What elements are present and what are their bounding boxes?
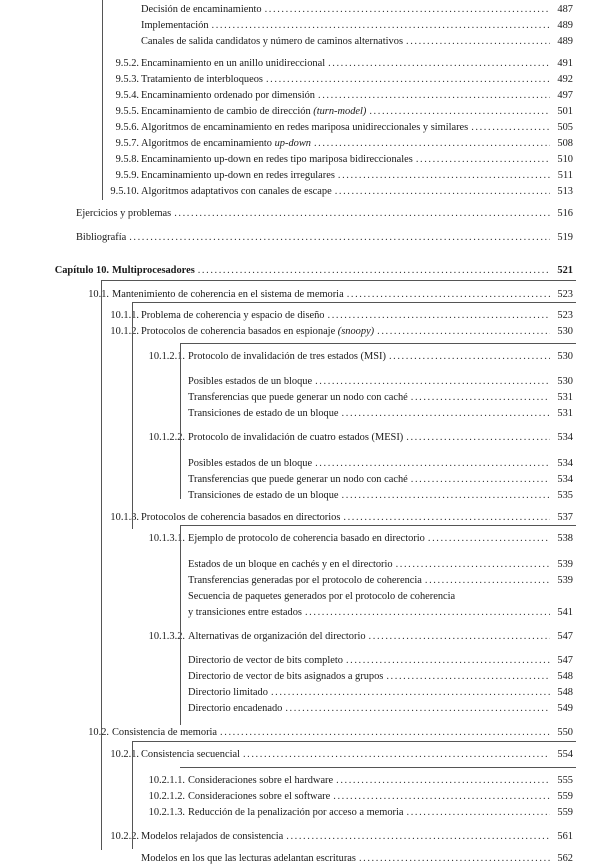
toc-entry-number: 9.5.4. <box>115 90 139 101</box>
toc-entry-number: 9.5.7. <box>115 138 139 149</box>
toc-entry[interactable] <box>141 748 573 761</box>
toc-title-text: Transferencias generadas por el protocolo de coherencia <box>188 575 422 586</box>
toc-entry[interactable] <box>141 121 573 134</box>
leader-dots <box>411 473 550 486</box>
toc-title-text: Alternativas de organización del directorio <box>188 631 366 642</box>
toc-entry-title <box>188 790 330 803</box>
bracket-line <box>180 343 181 499</box>
toc-entry-title <box>188 702 282 715</box>
toc-title-text: Posibles estados de un bloque <box>188 458 313 469</box>
toc-entry-number: 9.5.3. <box>115 74 139 85</box>
toc-page-number: 508 <box>557 138 573 149</box>
toc-entry-number: 10.1.2.2. <box>148 432 185 443</box>
toc-entry[interactable] <box>112 264 573 277</box>
toc-entry-number: 9.5.5. <box>115 106 139 117</box>
toc-entry-title <box>188 407 339 420</box>
toc-page-number: 511 <box>557 170 573 181</box>
toc-title-text: Bibliografía <box>76 232 127 243</box>
toc-page-number: 559 <box>557 791 573 802</box>
toc-page-number: 547 <box>557 655 573 666</box>
toc-entry[interactable] <box>188 489 573 502</box>
toc-page-number: 519 <box>557 232 573 243</box>
toc-page-number: 541 <box>557 607 573 618</box>
toc-title-text: Transiciones de estado de un bloque <box>188 490 339 501</box>
toc-page-number: 497 <box>557 90 573 101</box>
bracket-line <box>180 525 181 725</box>
toc-entry[interactable] <box>76 207 573 220</box>
leader-dots <box>428 532 550 545</box>
bracket-line <box>101 280 576 281</box>
toc-page-number: 559 <box>557 807 573 818</box>
toc-entry[interactable] <box>188 686 573 699</box>
leader-dots <box>471 121 550 134</box>
toc-page-number: 489 <box>557 20 573 31</box>
toc-entry-title <box>76 231 126 244</box>
toc-page-number: 537 <box>557 512 573 523</box>
leader-dots <box>425 574 550 587</box>
toc-entry-title <box>76 207 171 220</box>
leader-dots <box>396 558 550 571</box>
toc-entry[interactable] <box>188 407 573 420</box>
toc-entry-title <box>141 19 209 32</box>
leader-dots <box>377 325 550 338</box>
bracket-line <box>180 525 576 526</box>
leader-dots <box>198 264 550 277</box>
toc-page-number: 538 <box>557 533 573 544</box>
toc-entry-number: 10.1.3.1. <box>148 533 185 544</box>
toc-page-number: 562 <box>557 853 573 864</box>
toc-page-number: 534 <box>557 458 573 469</box>
toc-entry-number: Capítulo 10. <box>54 265 109 276</box>
toc-title-text: Ejercicios y problemas <box>76 208 172 219</box>
leader-dots <box>271 686 550 699</box>
toc-title-text: Transferencias que puede generar un nodo con caché <box>188 474 408 485</box>
leader-dots <box>369 630 550 643</box>
leader-dots <box>286 830 550 843</box>
toc-title-text: Problema de coherencia y espacio de diseño <box>141 310 325 321</box>
toc-entry-title <box>141 309 325 322</box>
leader-dots <box>411 391 550 404</box>
toc-entry-title <box>188 686 268 699</box>
toc-title-text: Directorio encadenado <box>188 703 283 714</box>
toc-entry[interactable] <box>188 774 573 787</box>
toc-entry[interactable] <box>141 89 573 102</box>
toc-entry-title <box>141 35 403 48</box>
toc-title-text: Algoritmos de encaminamiento en redes mariposa unidireccionales y similares <box>141 122 469 133</box>
bracket-line <box>180 767 576 768</box>
toc-entry-title <box>188 431 403 444</box>
toc-entry-number: 10.2.2. <box>110 831 139 842</box>
toc-entry[interactable] <box>141 153 573 166</box>
toc-title-text: Multiprocesadores <box>112 265 195 276</box>
toc-page-number: 530 <box>557 376 573 387</box>
bracket-line <box>132 741 576 742</box>
toc-entry[interactable] <box>188 391 573 404</box>
toc-title-emphasis: (snoopy) <box>337 326 375 337</box>
toc-page-number: 487 <box>557 4 573 15</box>
toc-page-number: 539 <box>557 575 573 586</box>
toc-entry-number: 10.2. <box>88 727 109 738</box>
toc-title-text: Ejemplo de protocolo de coherencia basado en directorio <box>188 533 425 544</box>
leader-dots <box>416 153 550 166</box>
toc-entry-title <box>141 185 332 198</box>
toc-title-text: Encaminamiento en un anillo unidireccional <box>141 58 326 69</box>
toc-entry-title <box>188 574 422 587</box>
leader-dots <box>346 654 550 667</box>
leader-dots <box>315 375 550 388</box>
toc-entry[interactable] <box>76 231 573 244</box>
toc-page-number: 501 <box>557 106 573 117</box>
toc-entry-number: 10.1.3. <box>110 512 139 523</box>
leader-dots <box>243 748 550 761</box>
toc-page-number: 491 <box>557 58 573 69</box>
toc-title-emphasis: up-down <box>274 138 311 149</box>
leader-dots <box>318 89 550 102</box>
toc-entry-title <box>188 774 333 787</box>
toc-title-text: Consideraciones sobre el hardware <box>188 775 334 786</box>
toc-entry-title <box>141 3 262 16</box>
toc-entry-title <box>141 73 263 86</box>
toc-page-number: 561 <box>557 831 573 842</box>
leader-dots <box>328 309 551 322</box>
bracket-line <box>132 302 133 529</box>
leader-dots <box>359 852 550 865</box>
toc-entry-title <box>112 264 195 277</box>
toc-title-text: Consideraciones sobre el software <box>188 791 331 802</box>
toc-entry[interactable] <box>141 137 573 150</box>
toc-page-number: 530 <box>557 351 573 362</box>
toc-title-text: Transiciones de estado de un bloque <box>188 408 339 419</box>
toc-entry-number: 10.1. <box>88 289 109 300</box>
toc-page-number: 547 <box>557 631 573 642</box>
toc-entry-number: 9.5.8. <box>115 154 139 165</box>
toc-entry-title <box>188 654 343 667</box>
toc-page-number: 523 <box>557 310 573 321</box>
toc-entry[interactable] <box>188 630 573 643</box>
toc-entry-title <box>141 121 468 134</box>
toc-page-number: 550 <box>557 727 573 738</box>
toc-entry[interactable] <box>188 375 573 388</box>
toc-title-text: Protocolos de coherencia basados en espionaje <box>141 326 338 337</box>
leader-dots <box>212 19 550 32</box>
toc-entry-title <box>188 670 383 683</box>
leader-dots <box>406 431 550 444</box>
leader-dots <box>314 137 550 150</box>
toc-page-number: 523 <box>557 289 573 300</box>
leader-dots <box>342 407 550 420</box>
leader-dots <box>305 606 550 619</box>
leader-dots <box>347 288 550 301</box>
toc-entry-number: 9.5.9. <box>115 170 139 181</box>
toc-entry-title <box>188 606 302 619</box>
bracket-line <box>132 741 133 849</box>
toc-entry[interactable] <box>141 830 573 843</box>
toc-page-number: 549 <box>557 703 573 714</box>
toc-entry-number: 9.5.2. <box>115 58 139 69</box>
toc-entry-title <box>141 748 240 761</box>
bracket-line <box>132 302 576 303</box>
leader-dots <box>265 3 550 16</box>
toc-entry[interactable] <box>188 350 573 363</box>
toc-entry-number: 10.1.2. <box>110 326 139 337</box>
toc-title-text: Protocolo de invalidación de tres estados (MSI) <box>188 351 386 362</box>
toc-entry[interactable] <box>141 185 573 198</box>
bracket-line <box>101 280 102 850</box>
toc-page-number: 554 <box>557 749 573 760</box>
toc-entry[interactable] <box>188 654 573 667</box>
toc-entry[interactable] <box>141 325 573 338</box>
toc-entry-title <box>188 391 408 404</box>
toc-entry-number: 10.1.3.2. <box>148 631 185 642</box>
toc-title-emphasis: (turn-model) <box>313 106 367 117</box>
toc-entry-title <box>188 532 425 545</box>
leader-dots <box>335 185 550 198</box>
toc-entry-title <box>141 57 325 70</box>
leader-dots <box>338 169 550 182</box>
toc-entry[interactable] <box>188 574 573 587</box>
toc-entry-number: 10.2.1.3. <box>148 807 185 818</box>
toc-entry-title <box>141 105 366 118</box>
toc-title-text: Decisión de encaminamiento <box>141 4 262 15</box>
toc-entry-title <box>141 830 283 843</box>
toc-entry-title <box>141 511 340 524</box>
toc-page-number: 534 <box>557 474 573 485</box>
toc-entry[interactable] <box>141 57 573 70</box>
toc-entry-title <box>188 457 312 470</box>
leader-dots <box>129 231 550 244</box>
leader-dots <box>369 105 550 118</box>
toc-title-text: Encaminamiento de cambio de dirección <box>141 106 314 117</box>
leader-dots <box>333 790 550 803</box>
toc-title-text: Modelos relajados de consistencia <box>141 831 284 842</box>
toc-title-text: Canales de salida candidatos y número de caminos alternativos <box>141 36 403 47</box>
toc-entry[interactable] <box>112 288 573 301</box>
toc-entry[interactable] <box>188 473 573 486</box>
toc-entry-title <box>141 137 311 150</box>
toc-entry[interactable] <box>141 169 573 182</box>
leader-dots <box>343 511 550 524</box>
leader-dots <box>336 774 550 787</box>
toc-page-number: 535 <box>557 490 573 501</box>
toc-title-text: Algoritmos de encaminamiento <box>141 138 275 149</box>
leader-dots <box>220 726 550 739</box>
toc-entry[interactable] <box>188 606 573 619</box>
toc-entry-title <box>188 630 366 643</box>
toc-page-number: 555 <box>557 775 573 786</box>
toc-entry[interactable] <box>188 590 573 603</box>
toc-title-text: Tratamiento de interbloqueos <box>141 74 263 85</box>
toc-entry[interactable] <box>188 532 573 545</box>
toc-entry-title <box>141 852 356 865</box>
toc-title-text: Protocolos de coherencia basados en directorios <box>141 512 341 523</box>
toc-page-number: 534 <box>557 432 573 443</box>
toc-entry[interactable] <box>141 852 573 865</box>
bracket-line <box>102 0 103 200</box>
leader-dots <box>342 489 550 502</box>
leader-dots <box>328 57 550 70</box>
toc-entry[interactable] <box>141 3 573 16</box>
toc-title-text: Directorio limitado <box>188 687 268 698</box>
toc-title-text: Estados de un bloque en cachés y en el directorio <box>188 559 393 570</box>
toc-entry[interactable] <box>188 670 573 683</box>
toc-page-number: 489 <box>557 36 573 47</box>
toc-entry-title <box>112 288 344 301</box>
toc-entry-title <box>112 726 217 739</box>
toc-title-text: Consistencia de memoria <box>112 727 218 738</box>
toc-title-text: Encaminamiento ordenado por dimensión <box>141 90 315 101</box>
toc-title-text: Directorio de vector de bits completo <box>188 655 343 666</box>
leader-dots <box>407 806 550 819</box>
toc-entry-number: 10.2.1.2. <box>148 791 185 802</box>
toc-title-text: Implementación <box>141 20 209 31</box>
toc-page-number: 513 <box>557 186 573 197</box>
toc-title-text: Protocolo de invalidación de cuatro estados (MESI) <box>188 432 404 443</box>
leader-dots <box>266 73 550 86</box>
toc-entry-title <box>141 153 413 166</box>
toc-page-number: 505 <box>557 122 573 133</box>
toc-title-text: Secuencia de paquetes generados por el protocolo de coherencia <box>188 591 456 602</box>
toc-entry[interactable] <box>188 431 573 444</box>
toc-page-number: 548 <box>557 671 573 682</box>
toc-entry-title <box>188 473 408 486</box>
toc-title-text: Encaminamiento up-down en redes tipo mariposa bidireccionales <box>141 154 413 165</box>
toc-title-text: Mantenimiento de coherencia en el sistema de memoria <box>112 289 344 300</box>
toc-title-text: Posibles estados de un bloque <box>188 376 313 387</box>
leader-dots <box>386 670 550 683</box>
toc-page-number: 516 <box>557 208 573 219</box>
toc-entry-title <box>141 89 315 102</box>
toc-title-text: Reducción de la penalización por acceso a memoria <box>188 807 404 818</box>
toc-entry-title <box>188 806 404 819</box>
toc-entry-number: 10.1.1. <box>110 310 139 321</box>
toc-title-text: Transferencias que puede generar un nodo con caché <box>188 392 408 403</box>
toc-page-number: 539 <box>557 559 573 570</box>
toc-page-number: 510 <box>557 154 573 165</box>
toc-entry[interactable] <box>188 702 573 715</box>
toc-entry-number: 9.5.6. <box>115 122 139 133</box>
toc-page-number: 531 <box>557 408 573 419</box>
leader-dots <box>174 207 550 220</box>
toc-page-number: 530 <box>557 326 573 337</box>
toc-entry[interactable] <box>188 558 573 571</box>
toc-title-text: Directorio de vector de bits asignados a grupos <box>188 671 384 682</box>
toc-entry[interactable] <box>141 309 573 322</box>
toc-entry[interactable] <box>141 19 573 32</box>
toc-entry-number: 10.2.1. <box>110 749 139 760</box>
toc-entry-title <box>188 558 393 571</box>
bracket-line <box>180 343 576 344</box>
toc-entry[interactable] <box>188 806 573 819</box>
toc-page-number: 531 <box>557 392 573 403</box>
toc-entry-title <box>188 375 312 388</box>
toc-entry[interactable] <box>188 790 573 803</box>
toc-title-text: Consistencia secuencial <box>141 749 240 760</box>
toc-title-text: Modelos en los que las lecturas adelantan escrituras <box>141 853 356 864</box>
toc-page-number: 492 <box>557 74 573 85</box>
toc-entry-title <box>188 489 339 502</box>
leader-dots <box>389 350 550 363</box>
toc-entry[interactable] <box>141 73 573 86</box>
toc-entry[interactable] <box>141 105 573 118</box>
toc-entry[interactable] <box>188 457 573 470</box>
toc-title-text: Algoritmos adaptativos con canales de escape <box>141 186 332 197</box>
toc-entry-title <box>188 590 455 603</box>
toc-entry-title <box>141 325 374 338</box>
toc-entry-number: 9.5.10. <box>110 186 139 197</box>
leader-dots <box>285 702 550 715</box>
toc-title-text: Encaminamiento up-down en redes irregulares <box>141 170 335 181</box>
toc-entry-number: 10.2.1.1. <box>148 775 185 786</box>
leader-dots <box>315 457 550 470</box>
toc-entry[interactable] <box>112 726 573 739</box>
toc-entry-title <box>141 169 335 182</box>
toc-page-number: 521 <box>557 265 573 276</box>
toc-entry-number: 10.1.2.1. <box>148 351 185 362</box>
toc-title-text: y transiciones entre estados <box>188 607 302 618</box>
leader-dots <box>406 35 550 48</box>
toc-entry[interactable] <box>141 35 573 48</box>
toc-entry[interactable] <box>141 511 573 524</box>
toc-entry-title <box>188 350 386 363</box>
toc-page-number: 548 <box>557 687 573 698</box>
